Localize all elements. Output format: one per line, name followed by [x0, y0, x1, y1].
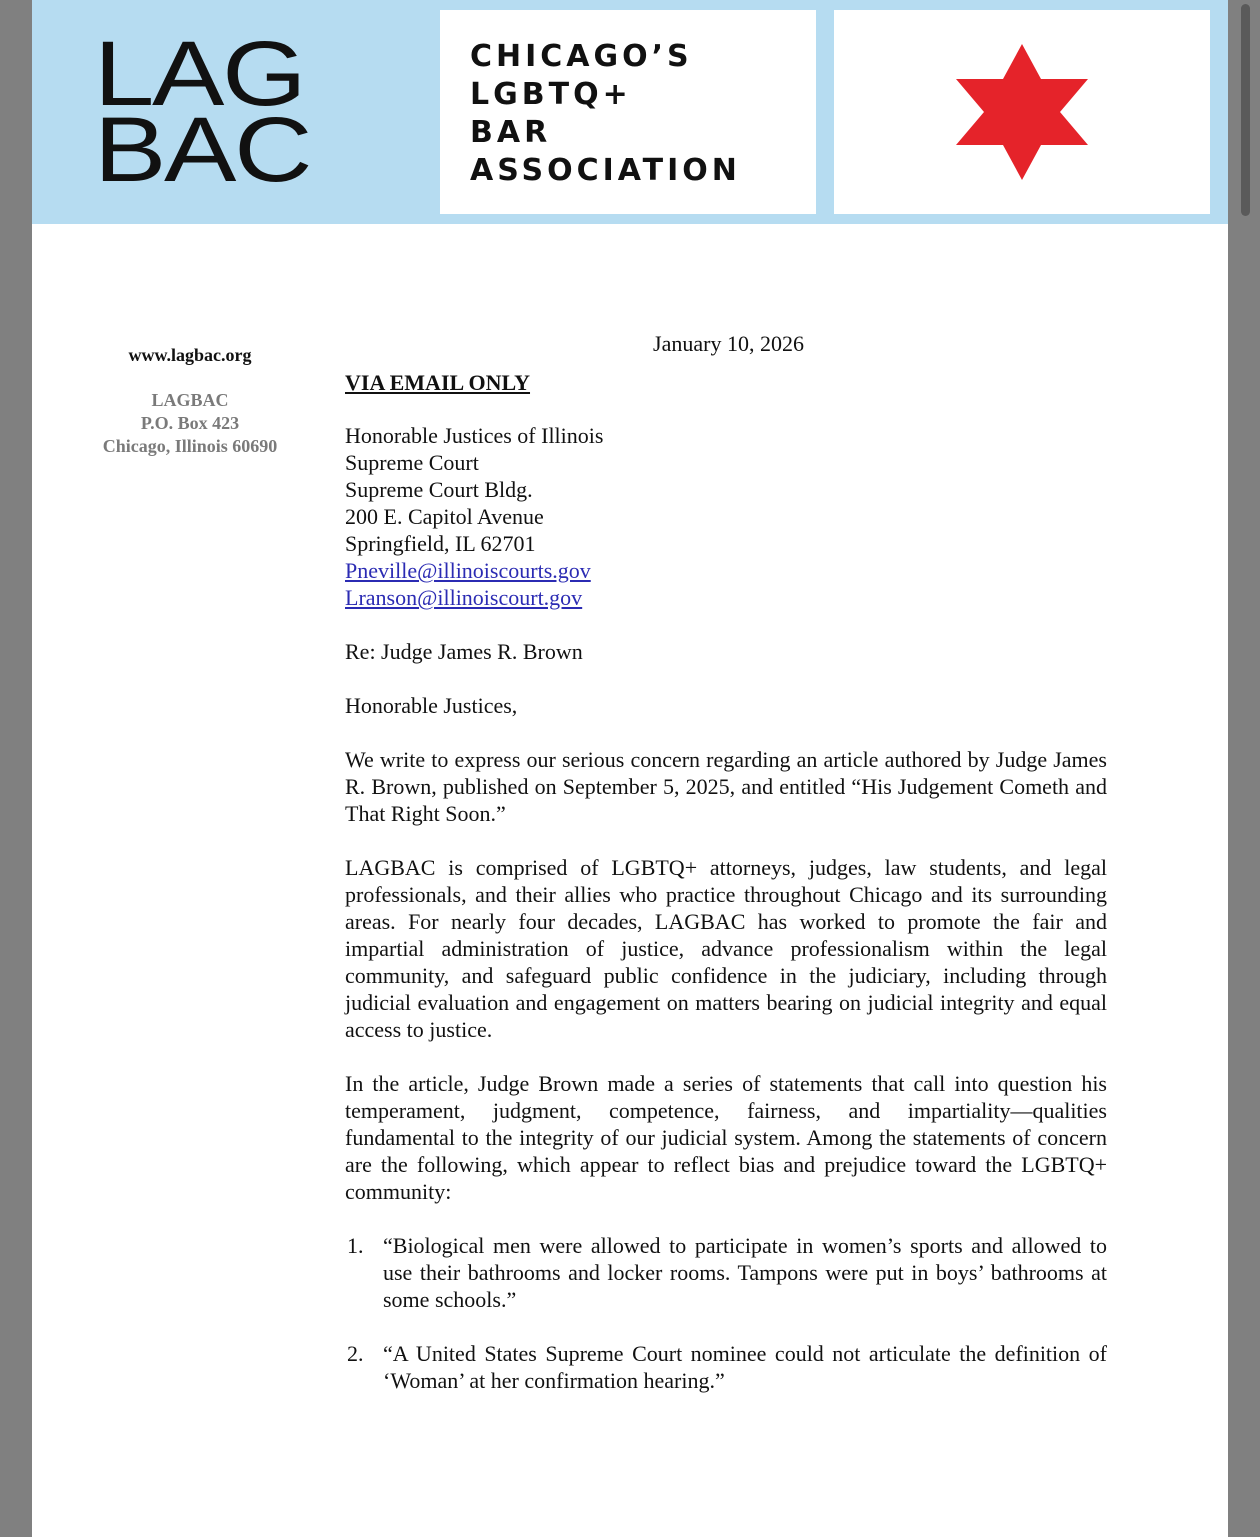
assoc-line: ASSOCIATION: [470, 153, 741, 188]
scrollbar-thumb[interactable]: [1241, 4, 1250, 216]
lagbac-logo: [94, 23, 448, 201]
assoc-line: LGBTQ+: [470, 77, 632, 112]
address-line: P.O. Box 423: [140, 413, 240, 433]
chicago-star-icon: [912, 42, 1132, 182]
recipient-block: [345, 422, 1107, 611]
assoc-line: CHICAGO’S: [470, 39, 693, 74]
quote-text: “Biological men were allowed to participate in women’s sports and allowed to use their bathrooms and locker rooms. Tampons were put in boys’ bathrooms at some schools.”: [383, 1233, 1107, 1312]
association-name-box: [440, 10, 816, 214]
logo-line-1: LAG: [94, 23, 305, 125]
paragraph: LAGBAC is comprised of LGBTQ+ attorneys, judges, law students, and legal professionals, and their allies who practice throughout Chicago and its surrounding areas. For nearly four decades, LAGBAC has worked to promote the fair and impartial administration of justice, advance professionalism within the legal community, and safeguard public confidence in the judiciary, including through judicial evaluation and engagement on matters bearing on judicial integrity and equal access to justice.: [345, 855, 1107, 1042]
recipient-line: Supreme Court: [345, 450, 479, 475]
list-item: [345, 1340, 1107, 1394]
star-box: [834, 10, 1210, 214]
paragraph: We write to express our serious concern regarding an article authored by Judge James R. Brown, published on September 5, 2025, and entitled “His Judgement Cometh and That Right Soon.”: [345, 747, 1107, 826]
paragraph: In the article, Judge Brown made a series of statements that call into question his temperament, judgment, competence, fairness, and impartiality—qualities fundamental to the integrity of our judicial system. Among the statements of concern are the following, which appear to reflect bias and prejudice toward the LGBTQ+ community:: [345, 1071, 1107, 1204]
recipient-line: 200 E. Capitol Avenue: [345, 504, 544, 529]
address-line: LAGBAC: [151, 390, 229, 410]
email-link[interactable]: Pneville@illinoiscourts.gov: [345, 558, 591, 583]
letter-body: [345, 330, 1107, 1421]
email-link[interactable]: Lranson@illinoiscourt.gov: [345, 585, 583, 610]
logo-line-2: BAC: [94, 99, 311, 201]
association-name: [470, 38, 810, 190]
salutation: Honorable Justices,: [345, 693, 518, 718]
recipient-line: Supreme Court Bldg.: [345, 477, 533, 502]
scrollbar-track[interactable]: [1240, 0, 1260, 1537]
assoc-line: BAR: [470, 115, 552, 150]
delivery-note: VIA EMAIL ONLY: [345, 370, 531, 395]
quote-text: “A United States Supreme Court nominee could not articulate the definition of ‘Woman’ at her confirmation hearing.”: [383, 1341, 1107, 1393]
subject-line: Re: Judge James R. Brown: [345, 639, 583, 664]
website-link[interactable]: www.lagbac.org: [128, 345, 252, 365]
recipient-line: Springfield, IL 62701: [345, 531, 536, 556]
letter-date: January 10, 2026: [653, 331, 804, 356]
quote-list: [345, 1232, 1107, 1394]
address-line: Chicago, Illinois 60690: [102, 436, 278, 456]
list-number: 1.: [347, 1233, 364, 1258]
list-number: 2.: [347, 1341, 364, 1366]
letterhead: [32, 0, 1228, 224]
list-item: [345, 1232, 1107, 1313]
sidebar: [82, 344, 298, 458]
document-page: [32, 0, 1228, 1537]
mailing-address: [82, 389, 298, 458]
recipient-line: Honorable Justices of Illinois: [345, 423, 604, 448]
